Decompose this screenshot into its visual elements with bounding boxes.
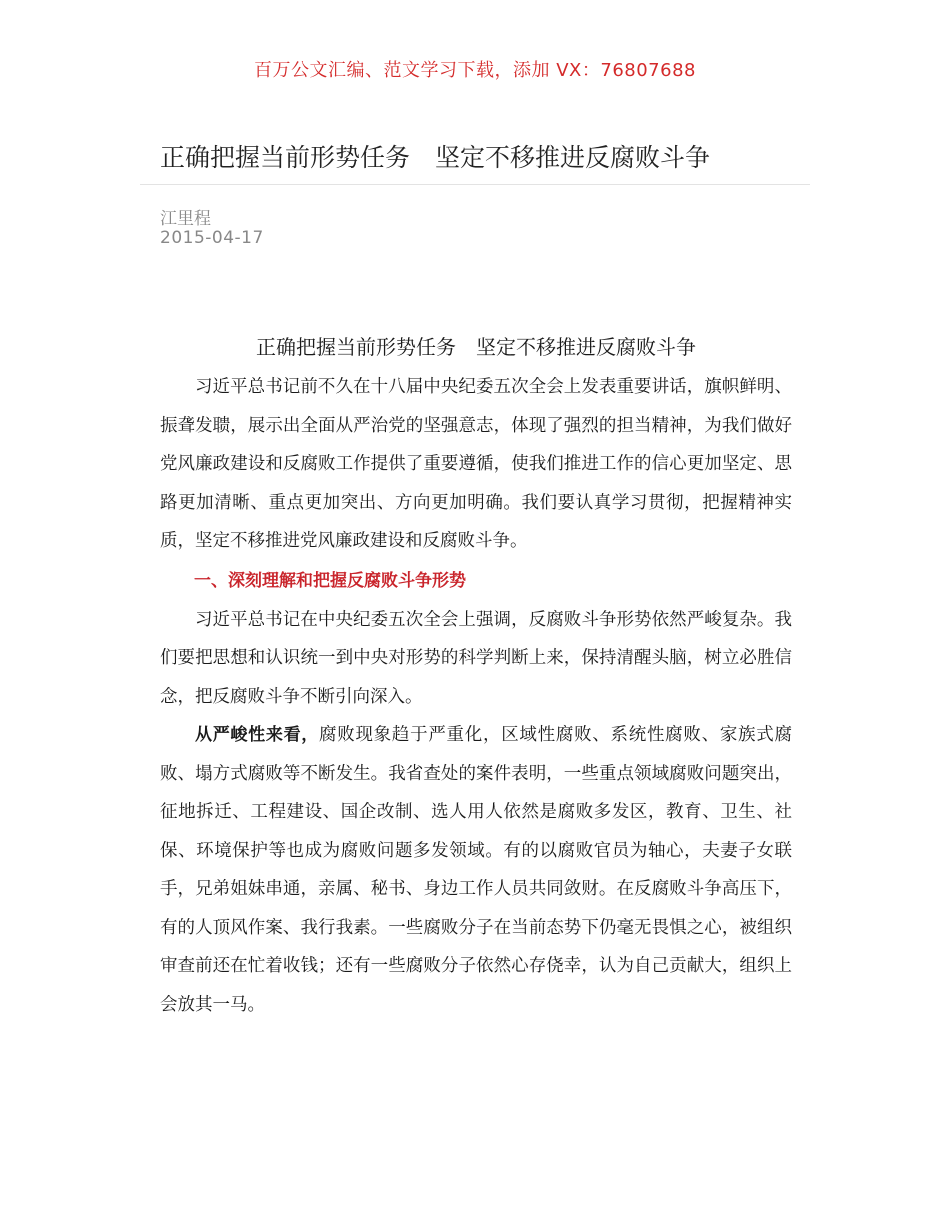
publish-date: 2015-04-17 [160, 228, 264, 248]
paragraph-severity [160, 716, 792, 1024]
section-heading-1: 一、深刻理解和把握反腐败斗争形势 [194, 570, 466, 591]
article-title: 正确把握当前形势任务 坚定不移推进反腐败斗争 [256, 335, 696, 359]
paragraph-lead-phrase: 从严峻性来看， [195, 725, 320, 745]
title-divider [140, 184, 810, 185]
author-name: 江里程 [160, 209, 211, 229]
paragraph-intro: 习近平总书记前不久在十八届中央纪委五次全会上发表重要讲话，旗帜鲜明、振聋发聩，展示出全面从严治党的坚强意志，体现了强烈的担当精神，为我们做好党风廉政建设和反腐败工作提供了重要遵循，使我们推进工作的信心更加坚定、思路更加清晰、重点更加突出、方向更加明确。我们要认真学习贯彻，把握精神实质，坚定不移推进党风廉政建设和反腐败斗争。 [160, 377, 792, 551]
paragraph-situation: 习近平总书记在中央纪委五次全会上强调，反腐败斗争形势依然严峻复杂。我们要把思想和认识统一到中央对形势的科学判断上来，保持清醒头脑，树立必胜信念，把反腐败斗争不断引向深入。 [160, 609, 792, 707]
page-title: 正确把握当前形势任务 坚定不移推进反腐败斗争 [160, 143, 711, 172]
promo-banner: 百万公文汇编、范文学习下载，添加 VX：76807688 [254, 60, 696, 81]
article-body [160, 330, 792, 1024]
paragraph-severity-body: 腐败现象趋于严重化，区域性腐败、系统性腐败、家族式腐败、塌方式腐败等不断发生。我省查处的案件表明，一些重点领域腐败问题突出，征地拆迁、工程建设、国企改制、选人用人依然是腐败多发区，教育、卫生、社保、环境保护等也成为腐败问题多发领域。有的以腐败官员为轴心，夫妻子女联手，兄弟姐妹串通，亲属、秘书、身边工作人员共同敛财。在反腐败斗争高压下，有的人顶风作案、我行我素。一些腐败分子在当前态势下仍毫无畏惧之心，被组织审查前还在忙着收钱；还有一些腐败分子依然心存侥幸，认为自己贡献大，组织上会放其一马。 [160, 725, 792, 1015]
